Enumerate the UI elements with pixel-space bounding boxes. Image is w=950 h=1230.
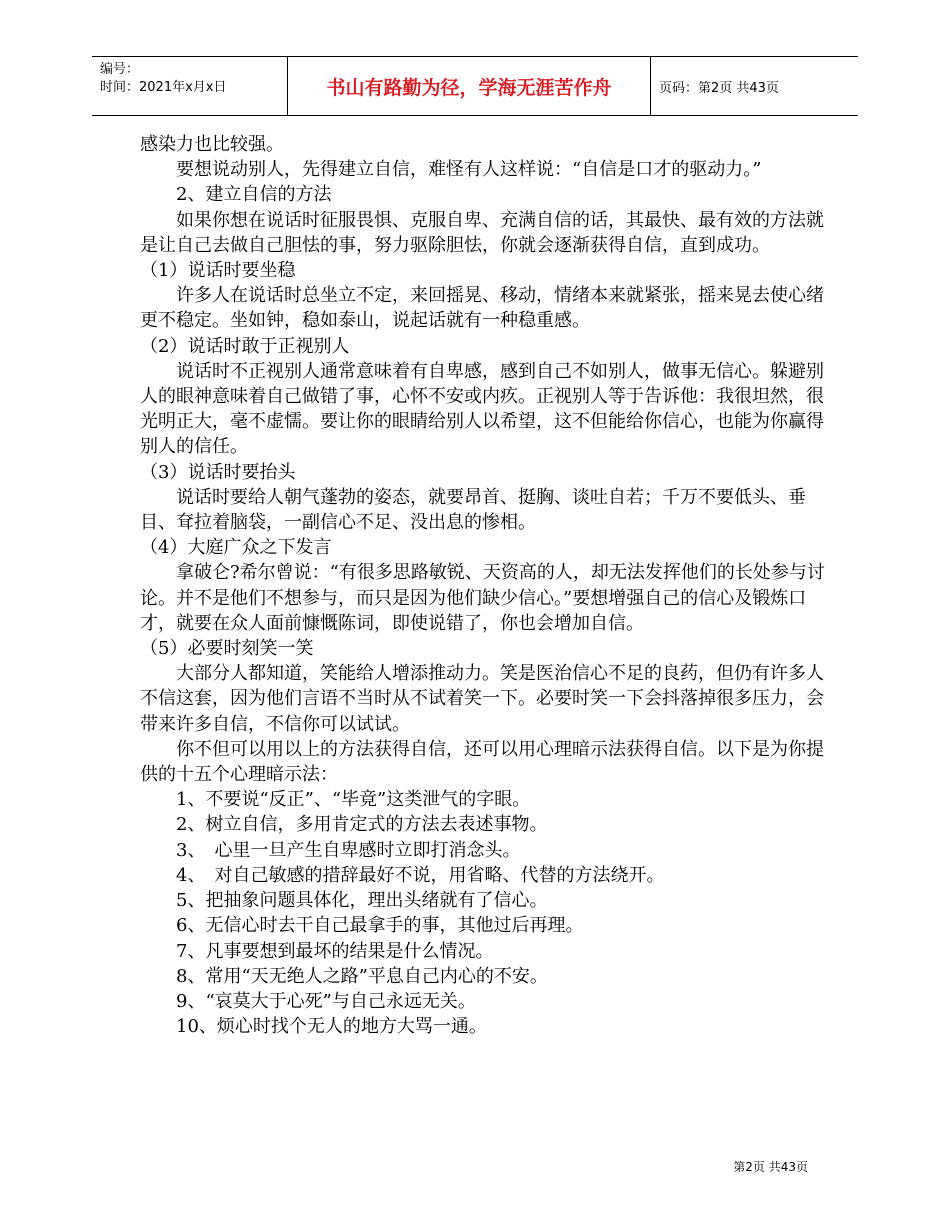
serial-number-label: 编号：: [100, 62, 140, 77]
header-page-number: 页码：第2页 共43页: [659, 80, 779, 96]
body-paragraph: 如果你想在说话时征服畏惧、克服自卑、充满自信的话，其最快、最有效的方法就是让自己去做自己胆怯的事，努力驱除胆怯，你就会逐渐获得自信，直到成功。: [140, 209, 824, 256]
body-paragraph: 拿破仑?希尔曾说：“有很多思路敏锐、天资高的人，却无法发挥他们的长处参与讨论。并不是他们不想参与，而只是因为他们缺少信心。”要想增强自己的信心及锻炼口才，就要在众人面前慷慨陈词，即使说错了，你也会增加自信。: [140, 562, 825, 634]
page-footer: 第2页 共43页: [733, 1160, 808, 1174]
list-item: 8、常用“天无绝人之路”平息自己内心的不安。: [176, 965, 548, 987]
list-item: 6、无信心时去干自己最拿手的事，其他过后再理。: [176, 915, 584, 937]
list-item: 7、凡事要想到最坏的结果是什么情况。: [176, 940, 494, 962]
list-item: 4、 对自己敏感的措辞最好不说，用省略、代替的方法绕开。: [176, 864, 665, 886]
body-paragraph: 说话时要给人朝气蓬勃的姿态，就要昂首、挺胸、谈吐自若；千万不要低头、垂目、耷拉着脑袋，一副信心不足、没出息的惨相。: [140, 486, 806, 534]
list-item: 9、“哀莫大于心死”与自己永远无关。: [176, 990, 476, 1012]
document-body: [140, 132, 830, 1039]
body-paragraph: 要想说动别人，先得建立自信，难怪有人这样说：“自信是口才的驱动力。”: [176, 159, 762, 181]
subsection-heading: （1）说话时要坐稳: [140, 260, 296, 282]
header-meta: [92, 57, 288, 115]
list-item: 5、把抽象问题具体化，理出头绪就有了信心。: [176, 890, 548, 912]
list-item: 3、 心里一旦产生自卑感时立即打消念头。: [176, 839, 521, 861]
subsection-heading: （3）说话时要抬头: [140, 461, 296, 483]
list-item: 2、树立自信，多用肯定式的方法去表述事物。: [176, 814, 548, 836]
list-item: 10、烦心时找个无人的地方大骂一通。: [176, 1016, 487, 1038]
header-motto: 书山有路勤为径，学海无涯苦作舟: [288, 57, 651, 115]
section-heading: 2、建立自信的方法: [176, 184, 332, 206]
body-paragraph: 许多人在说话时总坐立不定，来回摇晃、移动，情绪本来就紧张，摇来晃去使心绪更不稳定。坐如钟，稳如泰山，说起话就有一种稳重感。: [140, 285, 824, 332]
body-paragraph: 大部分人都知道，笑能给人增添推动力。笑是医治信心不足的良药，但仍有许多人不信这套，因为他们言语不当时从不试着笑一下。必要时笑一下会抖落掉很多压力，会带来许多自信，不信你可以试试。: [140, 663, 824, 735]
list-item: 1、不要说“反正”、“毕竟”这类泄气的字眼。: [176, 789, 531, 811]
subsection-heading: （2）说话时敢于正视别人: [140, 335, 350, 357]
subsection-heading: （4）大庭广众之下发言: [140, 537, 332, 559]
body-paragraph: 感染力也比较强。: [140, 134, 284, 155]
date-label: 时间：2021年x月x日: [100, 80, 227, 95]
subsection-heading: （5）必要时刻笑一笑: [140, 638, 314, 660]
body-paragraph: 说话时不正视别人通常意味着有自卑感，感到自己不如别人，做事无信心。躲避别人的眼神意味着自己做错了事，心怀不安或内疚。正视别人等于告诉他：我很坦然，很光明正大，毫不虚懦。要让你的眼睛给别人以希望，这不但能给你信心，也能为你赢得别人的信任。: [140, 360, 824, 458]
body-paragraph: 你不但可以用以上的方法获得自信，还可以用心理暗示法获得自信。以下是为你提供的十五个心理暗示法：: [140, 738, 824, 786]
page-header: [92, 56, 858, 116]
